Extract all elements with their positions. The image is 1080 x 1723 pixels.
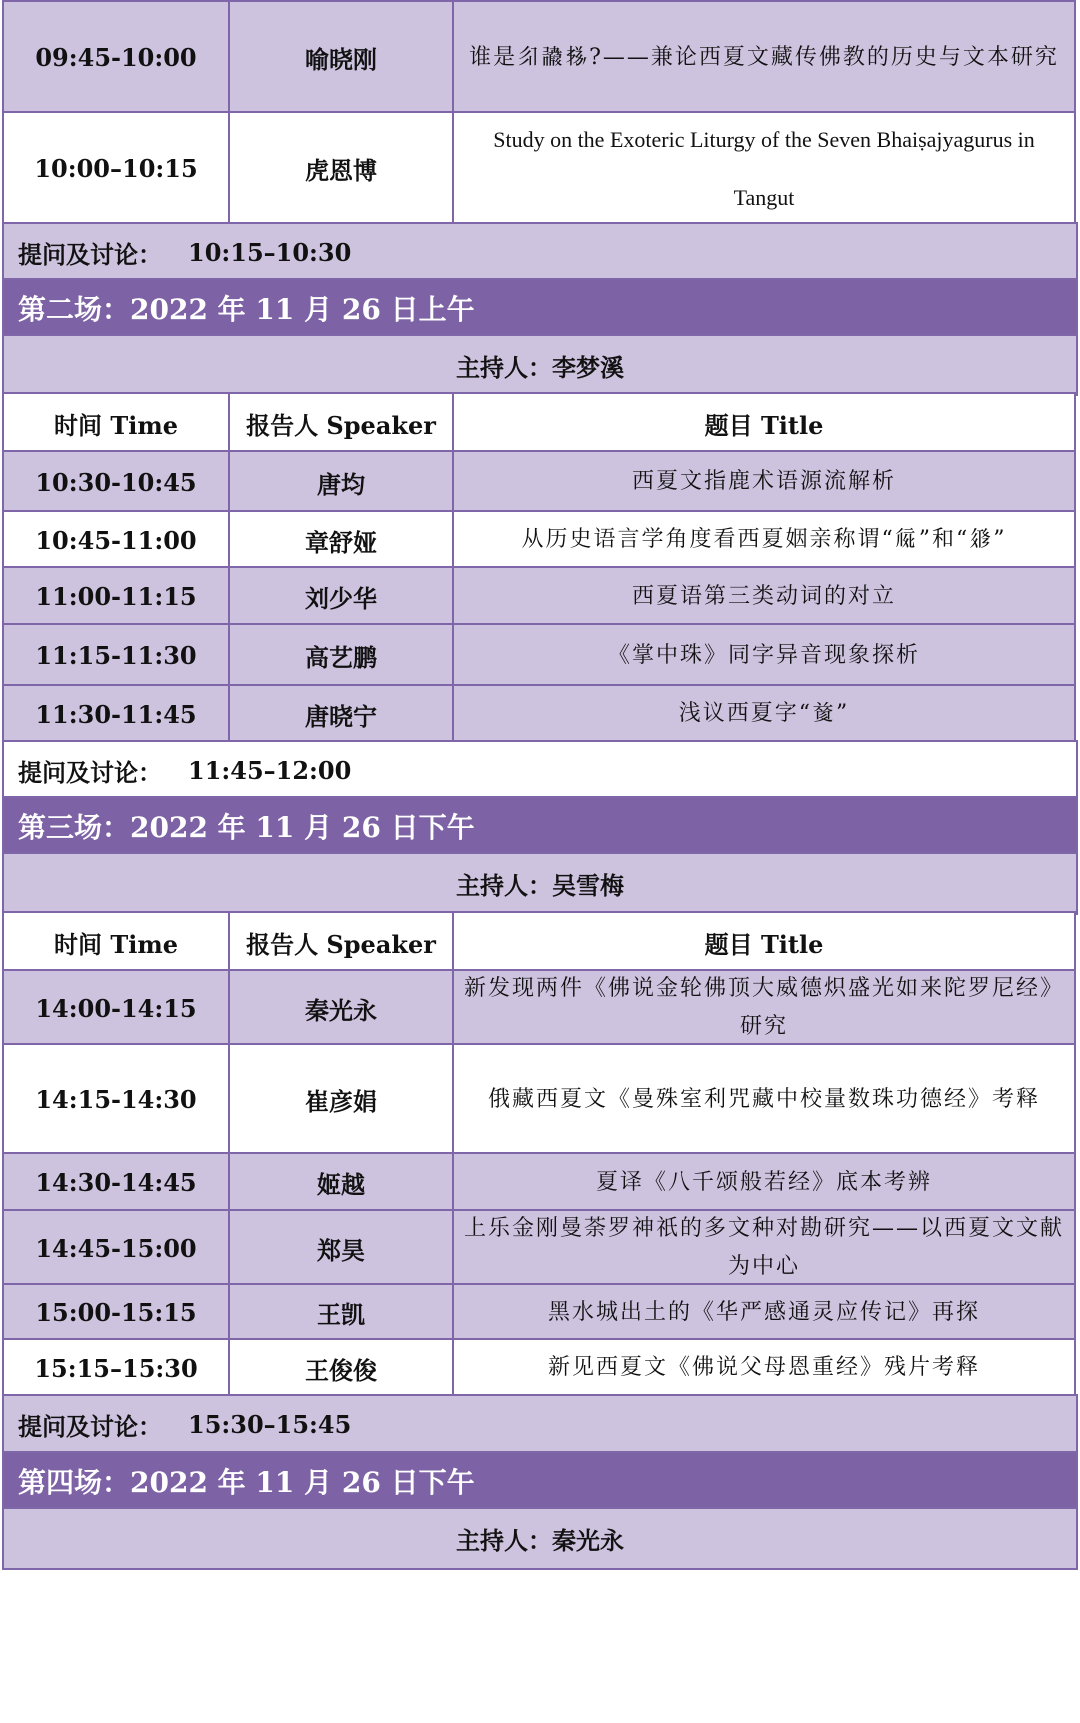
speaker-cell: 高艺鹏 — [228, 623, 454, 688]
table-row — [2, 0, 1078, 113]
discussion-label: 提问及讨论： — [18, 239, 162, 269]
speaker-cell: 郑昊 — [228, 1209, 454, 1287]
host-row — [2, 852, 1078, 913]
discussion-row — [2, 740, 1078, 798]
host-cell: 主持人：吴雪梅 — [2, 852, 1078, 915]
table-row — [2, 510, 1078, 568]
header-title: 题目 Title — [452, 911, 1076, 973]
header-row — [2, 911, 1078, 971]
header-time: 时间 Time — [2, 392, 230, 454]
time-cell: 10:30-10:45 — [2, 450, 230, 514]
time-cell: 11:00-11:15 — [2, 566, 230, 627]
table-row — [2, 450, 1078, 512]
title-cell: Study on the Exoteric Liturgy of the Seven Bhaiṣajyagurus in Tangut — [452, 111, 1076, 226]
host-row — [2, 334, 1078, 394]
table-row — [2, 111, 1078, 224]
speaker-cell: 唐均 — [228, 450, 454, 514]
time-cell: 14:15-14:30 — [2, 1043, 230, 1156]
discussion-row — [2, 222, 1078, 280]
speaker-cell: 王俊俊 — [228, 1338, 454, 1398]
header-speaker: 报告人 Speaker — [228, 392, 454, 454]
title-cell: 从历史语言学角度看西夏姻亲称谓“𗏁”和“𗤁” — [452, 510, 1076, 570]
table-row — [2, 1152, 1078, 1211]
discussion-time: 15:30–15:45 — [188, 1410, 352, 1439]
host-cell: 主持人：李梦溪 — [2, 334, 1078, 396]
table-row — [2, 969, 1078, 1045]
session-heading: 第四场：2022 年 11 月 26 日下午 — [2, 1451, 1078, 1511]
session-heading-row — [2, 796, 1078, 854]
title-cell: 新见西夏文《佛说父母恩重经》残片考释 — [452, 1338, 1076, 1398]
host-row — [2, 1507, 1078, 1568]
title-cell: 俄藏西夏文《曼殊室利咒藏中校量数珠功德经》考释 — [452, 1043, 1076, 1156]
speaker-cell: 姬越 — [228, 1152, 454, 1213]
time-cell: 11:15-11:30 — [2, 623, 230, 688]
discussion-cell — [2, 1394, 1078, 1455]
title-cell: 西夏文指鹿术语源流解析 — [452, 450, 1076, 514]
table-row — [2, 566, 1078, 625]
session-heading-row — [2, 278, 1078, 336]
header-time: 时间 Time — [2, 911, 230, 973]
table-row — [2, 1283, 1078, 1340]
speaker-cell: 王凯 — [228, 1283, 454, 1342]
table-row — [2, 1043, 1078, 1154]
discussion-cell — [2, 740, 1078, 800]
discussion-label: 提问及讨论： — [18, 757, 162, 787]
host-cell: 主持人：秦光永 — [2, 1507, 1078, 1570]
header-row — [2, 392, 1078, 452]
speaker-cell: 崔彦娟 — [228, 1043, 454, 1156]
discussion-cell — [2, 222, 1078, 282]
time-cell: 10:00–10:15 — [2, 111, 230, 226]
table-row — [2, 623, 1078, 686]
title-cell: 西夏语第三类动词的对立 — [452, 566, 1076, 627]
speaker-cell: 章舒娅 — [228, 510, 454, 570]
discussion-row — [2, 1394, 1078, 1453]
title-cell: 新发现两件《佛说金轮佛顶大威德炽盛光如来陀罗尼经》研究 — [452, 969, 1076, 1047]
speaker-cell: 秦光永 — [228, 969, 454, 1047]
session-heading: 第二场：2022 年 11 月 26 日上午 — [2, 278, 1078, 338]
time-cell: 15:15–15:30 — [2, 1338, 230, 1398]
speaker-cell: 唐晓宁 — [228, 684, 454, 744]
title-cell: 黑水城出土的《华严感通灵应传记》再探 — [452, 1283, 1076, 1342]
speaker-cell: 喻晓刚 — [228, 0, 454, 115]
time-cell: 09:45-10:00 — [2, 0, 230, 115]
table-row — [2, 1209, 1078, 1285]
speaker-cell: 刘少华 — [228, 566, 454, 627]
title-cell: 谁是𗼃𘄒𗈪?——兼论西夏文藏传佛教的历史与文本研究 — [452, 0, 1076, 115]
session-heading: 第三场：2022 年 11 月 26 日下午 — [2, 796, 1078, 856]
title-cell: 浅议西夏字“𗒹” — [452, 684, 1076, 744]
time-cell: 10:45-11:00 — [2, 510, 230, 570]
time-cell: 14:30-14:45 — [2, 1152, 230, 1213]
discussion-time: 11:45–12:00 — [188, 755, 352, 785]
speaker-cell: 虎恩博 — [228, 111, 454, 226]
title-cell: 夏译《八千颂般若经》底本考辨 — [452, 1152, 1076, 1213]
session-heading-row — [2, 1451, 1078, 1509]
time-cell: 14:00-14:15 — [2, 969, 230, 1047]
table-row — [2, 1338, 1078, 1396]
title-cell: 《掌中珠》同字异音现象探析 — [452, 623, 1076, 688]
title-cell: 上乐金刚曼荼罗神祇的多文种对勘研究——以西夏文文献为中心 — [452, 1209, 1076, 1287]
time-cell: 11:30-11:45 — [2, 684, 230, 744]
table-row — [2, 684, 1078, 742]
discussion-time: 10:15–10:30 — [188, 237, 352, 267]
time-cell: 14:45-15:00 — [2, 1209, 230, 1287]
time-cell: 15:00-15:15 — [2, 1283, 230, 1342]
header-speaker: 报告人 Speaker — [228, 911, 454, 973]
header-title: 题目 Title — [452, 392, 1076, 454]
discussion-label: 提问及讨论： — [18, 1412, 162, 1441]
